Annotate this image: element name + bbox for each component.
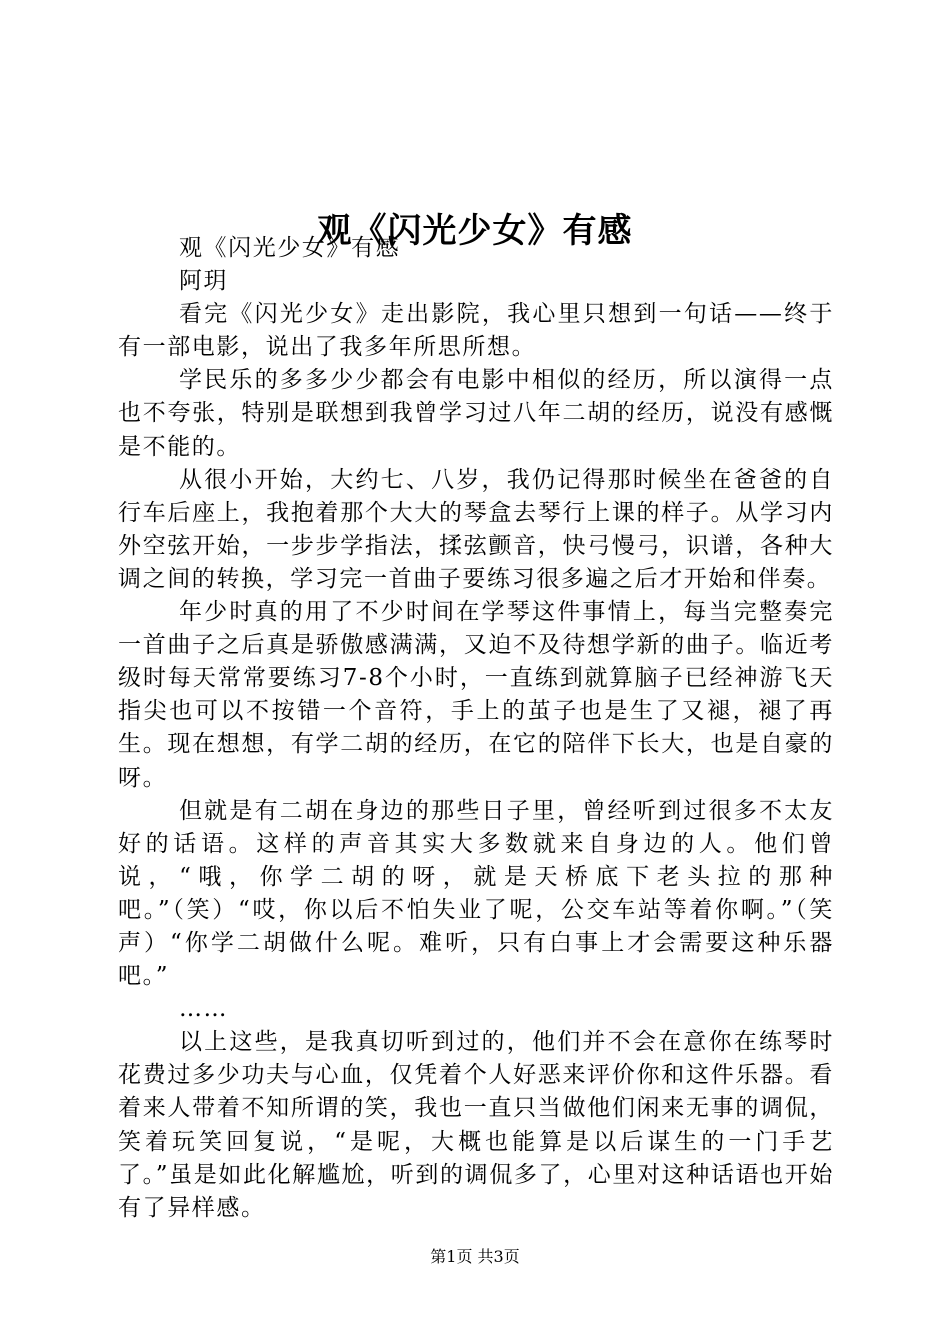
ellipsis-line: …… xyxy=(178,996,229,1023)
document-body xyxy=(118,232,834,1225)
paragraph: 但就是有二胡在身边的那些日子里，曾经听到过很多不太友好的话语。这样的声音其实大多数就来自身边的人。他们曾说，“哦，你学二胡的呀，就是天桥底下老头拉的那种吧。”（笑）“哎，你以后不怕失业了呢，公交车站等着你啊。”（笑声）“你学二胡做什么呢。难听，只有白事上才会需要这种乐器吧。” xyxy=(118,797,834,990)
paragraph: 从很小开始，大约七、八岁，我仍记得那时候坐在爸爸的自行车后座上，我抱着那个大大的琴盒去琴行上课的样子。从学习内外空弦开始，一步步学指法，揉弦颤音，快弓慢弓，识谱，各种大调之间的转换，学习完一首曲子要练习很多遍之后才开始和伴奏。 xyxy=(118,466,834,592)
paragraph: 看完《闪光少女》走出影院，我心里只想到一句话——终于有一部电影，说出了我多年所思所想。 xyxy=(118,301,834,361)
article-subtitle: 观《闪光少女》有感 xyxy=(178,235,401,261)
page-footer: 第1页 共3页 xyxy=(430,1247,520,1266)
document-title: 观《闪光少女》有感 xyxy=(317,210,633,251)
article-author: 阿玥 xyxy=(178,268,229,295)
paragraph: 以上这些，是我真切听到过的，他们并不会在意你在练琴时花费过多少功夫与心血，仅凭着个人好恶来评价你和这件乐器。看着来人带着不知所谓的笑，我也一直只当做他们闲来无事的调侃，笑着玩笑回复说，“是呢，大概也能算是以后谋生的一门手艺了。”虽是如此化解尴尬，听到的调侃多了，心里对这种话语也开始有了异样感。 xyxy=(118,1029,834,1221)
paragraph: 年少时真的用了不少时间在学琴这件事情上，每当完整奏完一首曲子之后真是骄傲感满满，又迫不及待想学新的曲子。临近考级时每天常常要练习7-8个小时，一直练到就算脑子已经神游飞天指尖也可以不按错一个音符，手上的茧子也是生了又褪，褪了再生。现在想想，有学二胡的经历，在它的陪伴下长大，也是自豪的呀。 xyxy=(118,599,834,791)
paragraph: 学民乐的多多少少都会有电影中相似的经历，所以演得一点也不夸张，特别是联想到我曾学习过八年二胡的经历，说没有感慨是不能的。 xyxy=(118,367,834,460)
